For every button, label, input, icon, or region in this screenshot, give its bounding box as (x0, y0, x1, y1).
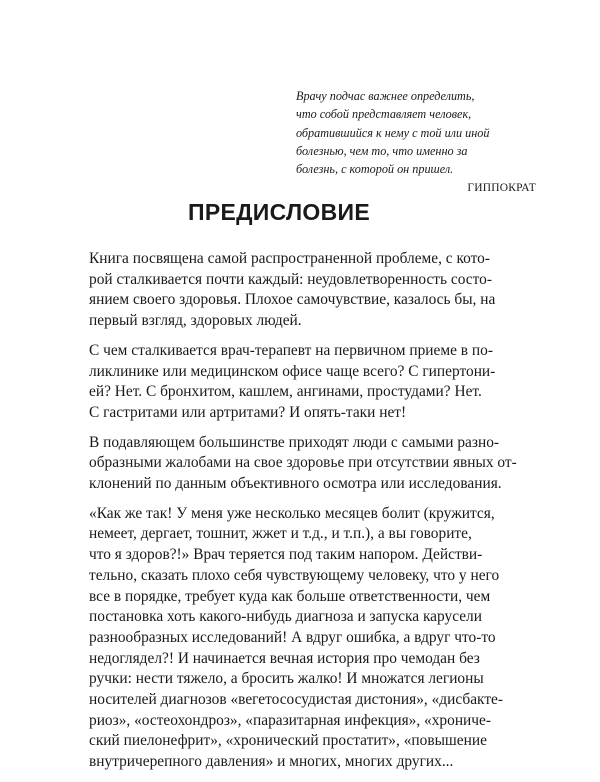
text-line: С чем сталкивается врач-терапевт на первичном приеме в по- (89, 341, 493, 359)
text-line: В подавляющем большинстве приходят люди с самыми разно- (89, 433, 500, 451)
paragraph (89, 433, 517, 495)
text-line: немеет, дергает, тошнит, жжет и т.д., и т.п.), а вы говорите, (89, 525, 472, 543)
text-line: ский пиелонефрит», «хронический простатит», «повышение (89, 732, 487, 750)
text-line: внутричерепного давления» и многих, многих других... (89, 753, 454, 771)
text-line: ликлинике или медицинском офисе чаще всего? С гипертони- (89, 362, 496, 380)
text-line: янием своего здоровья. Плохое самочувствие, казалось бы, на (89, 291, 496, 309)
body-text (89, 249, 517, 782)
text-line: постановка хоть какого-нибудь диагноза и запуска карусели (89, 608, 482, 626)
epigraph (296, 87, 536, 198)
paragraph (89, 504, 510, 773)
text-line: риоз», «остеохондроз», «паразитарная инфекция», «хрониче- (89, 711, 491, 729)
text-line: недоглядел?! И начинается вечная история про чемодан без (89, 649, 480, 667)
epigraph-author: ГИППОКРАТ (467, 182, 536, 195)
text-line: ей? Нет. С бронхитом, кашлем, ангинами, простудами? Нет. (89, 383, 482, 401)
text-line: первый взгляд, здоровых людей. (89, 312, 302, 330)
epigraph-line: болезнь, с которой он пришел. (296, 162, 454, 177)
text-line: С гастритами или артритами? И опять-таки нет! (89, 403, 407, 421)
epigraph-line: обратившийся к нему с той или иной (296, 125, 490, 140)
chapter-title: ПРЕДИСЛОВИЕ (188, 199, 370, 225)
text-line: все в порядке, требует куда как больше ответственности, чем (89, 587, 491, 605)
text-line: носителей диагнозов «вегетососудистая дистония», «дисбакте- (89, 691, 504, 709)
epigraph-line: что собой представляет человек, (296, 107, 472, 122)
paragraph (89, 249, 510, 332)
text-line: ручки: нести тяжело, а бросить жалко! И множатся легионы (89, 670, 484, 688)
text-line: разнообразных исследований! А вдруг ошибка, а вдруг что-то (89, 628, 496, 646)
epigraph-line: болезнью, чем то, что именно за (296, 143, 468, 158)
text-line: рой сталкивается почти каждый: неудовлетворенность состо- (89, 270, 492, 288)
text-line: «Как же так! У меня уже несколько месяцев болит (кружится, (89, 504, 495, 522)
paragraph (89, 341, 510, 424)
text-line: что я здоров?!» Врач теряется под таким напором. Действи- (89, 546, 483, 564)
text-line: тельно, сказать плохо себя чувствующему человеку, что у него (89, 566, 500, 584)
text-line: образными жалобами на свое здоровье при отсутствии явных от- (89, 454, 517, 472)
text-line: Книга посвящена самой распространенной проблеме, с кото- (89, 250, 491, 267)
text-line: клонений по данным объективного осмотра или исследования. (89, 475, 502, 493)
epigraph-line: Врачу подчас важнее определить, (296, 89, 475, 103)
